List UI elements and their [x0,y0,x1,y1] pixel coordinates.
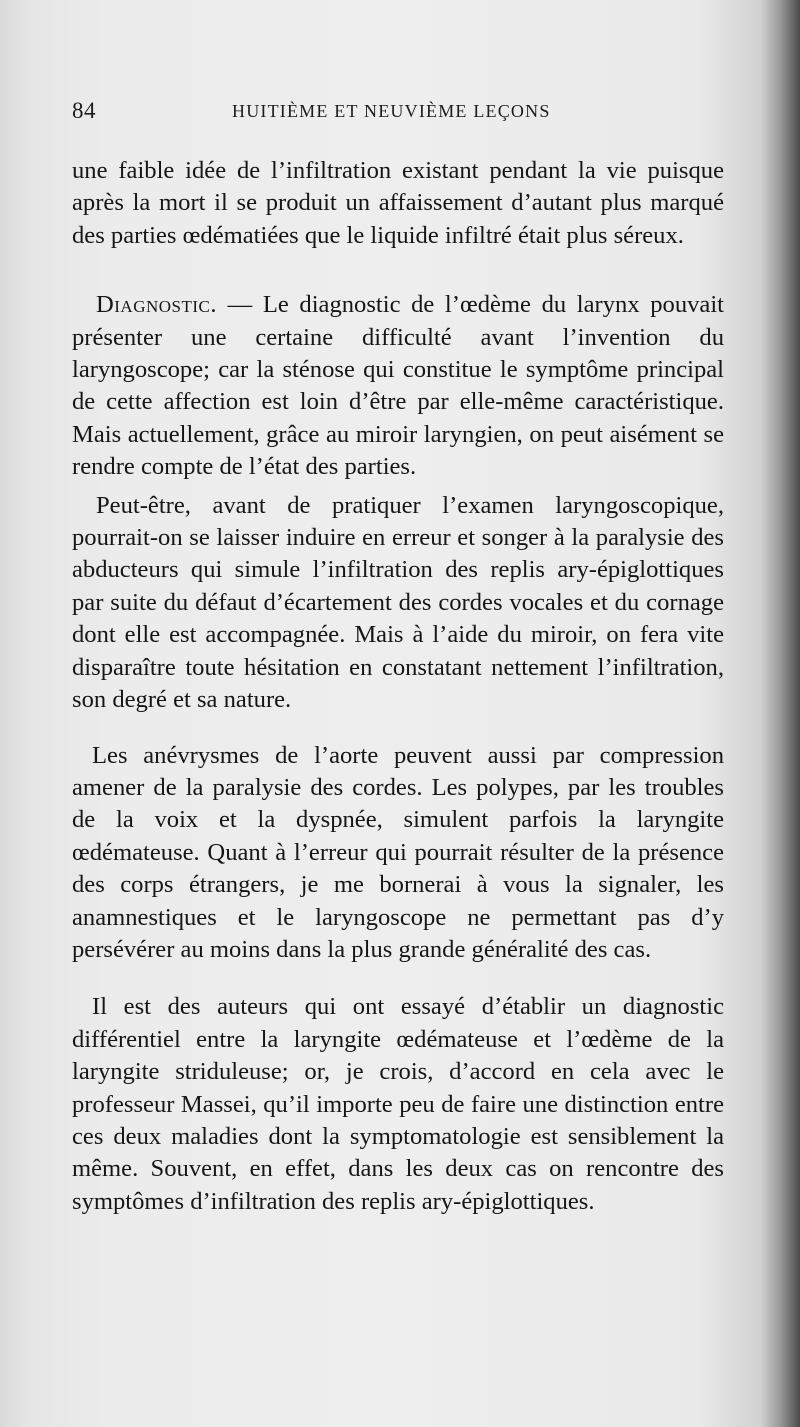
paragraph-4: Les anévrysmes de l’aorte peuvent aussi par compression amener de la paralysie des cordes. Les polypes, par les troubles de la voix et la dyspnée, simulent parfois la laryngite œdémateuse. Quant à l’erreur qui pourrait résulter de la présence des corps étrangers, je me bornerai à vous la signaler, les anamnestiques et le laryngoscope ne permettant pas d’y persévérer au moins dans la plus grande généralité des cas. [72,741,724,963]
page-header [72,98,722,128]
paragraph-5: Il est des auteurs qui ont essayé d’établir un diagnostic différentiel entre la laryngite œdémateuse et l’œdème de la laryngite striduleuse; or, je crois, d’accord en cela avec le professeur Massei, qu’il importe peu de faire une distinction entre ces deux maladies dont la symptomatologie est sensiblement la même. Souvent, en effet, dans les deux cas on rencontre des symptômes d’infiltration des replis ary-épiglottiques. [72,993,724,1215]
paragraph-3: Peut-être, avant de pratiquer l’examen laryngoscopique, pourrait-on se laisser induire en erreur et songer à la paralysie des abducteurs qui simule l’infiltration des replis ary-épiglottiques par suite du défaut d’écartement des cordes vocales et du cornage dont elle est accompagnée. Mais à l’aide du miroir, on fera vite disparaître toute hésitation en constatant nettement l’infiltration, son degré et sa nature. [72,491,724,714]
paragraph-1: une faible idée de l’infiltration existant pendant la vie puisque après la mort il se produit un affaissement d’autant plus marqué des parties œdématiées que le liquide infiltré était plus séreux. [72,157,724,249]
running-head: HUITIÈME ET NEUVIÈME LEÇONS [232,101,551,121]
section-label-diagnostic: Diagnostic. [96,291,218,319]
page-number: 84 [72,98,96,123]
paragraph-2-text: — Le diagnostic de l’œdème du larynx pouvait présenter une certaine difficulté avant l’invention du laryngoscope; car la sténose qui constitue le symptôme principal de cette affection est loin d’être par elle-même caractéristique. Mais actuellement, grâce au miroir laryngien, on peut aisément se rendre compte de l’état des parties. [72,291,724,481]
paragraph-2 [72,289,724,483]
body-text [72,155,724,1218]
